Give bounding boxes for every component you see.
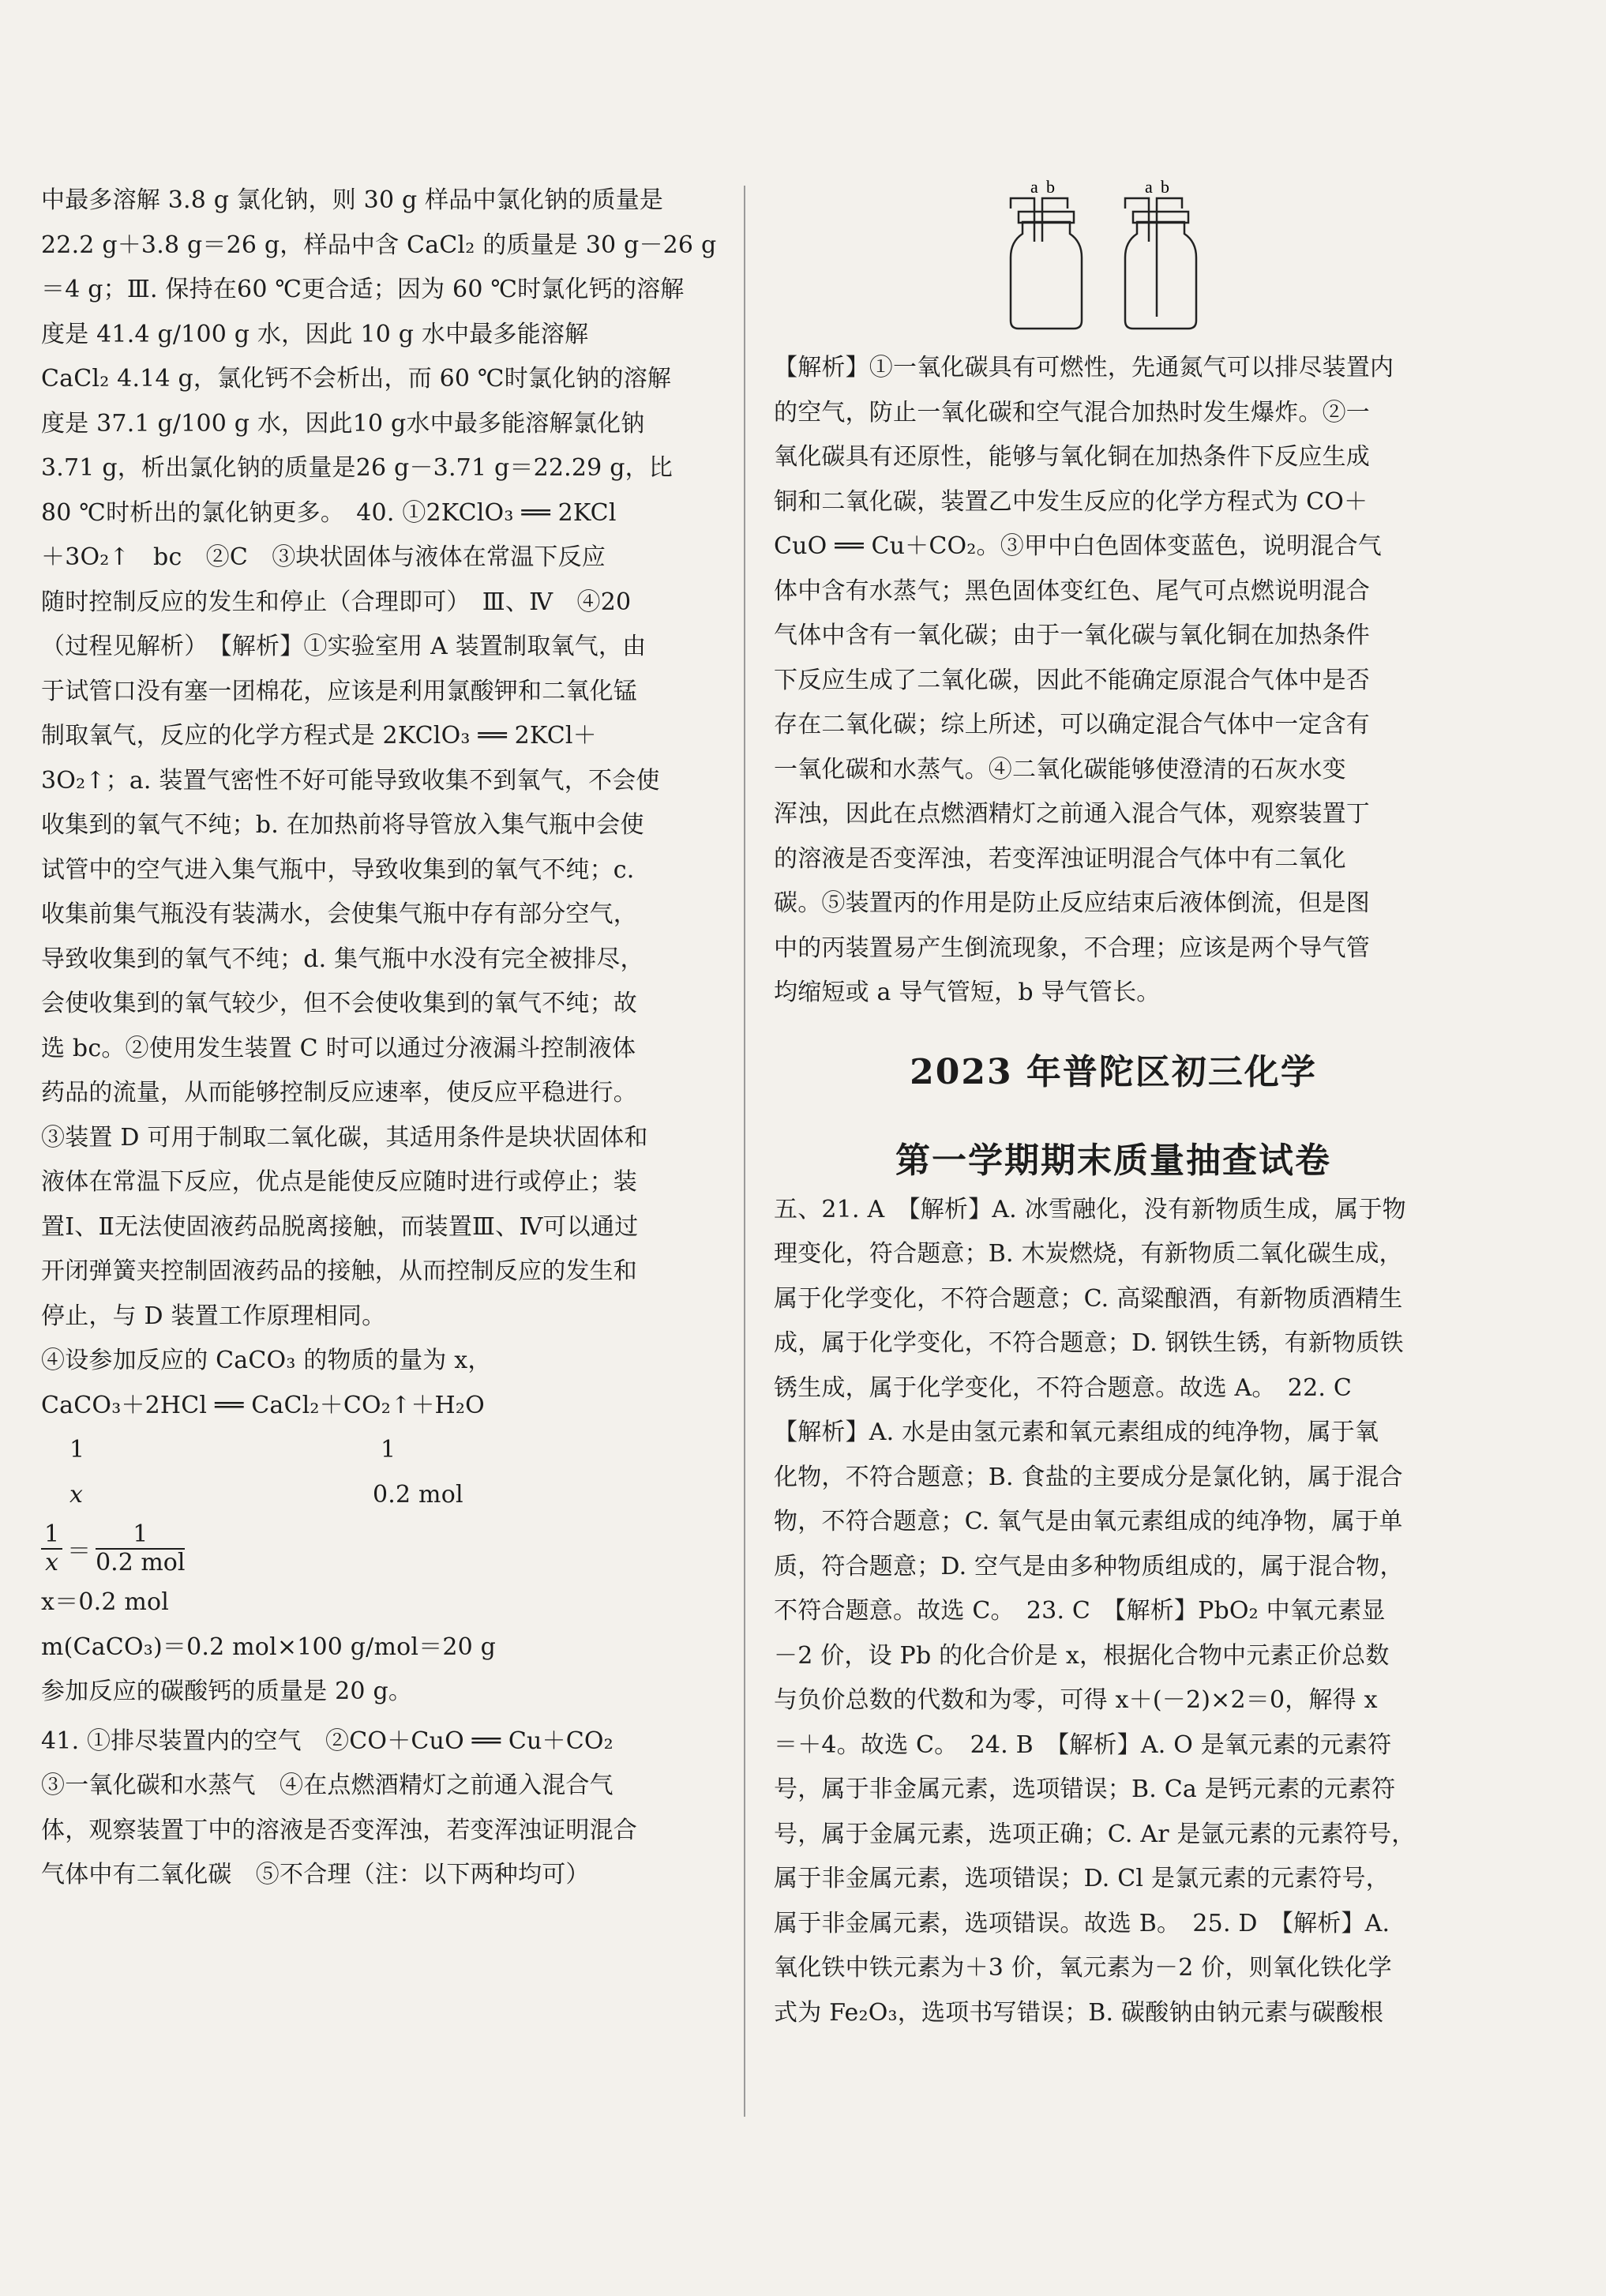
left-text-line-6: 度是 37.1 g/100 g 水，因此10 g水中最多能溶解氯化钠 bbox=[41, 409, 645, 438]
left-text-line-26: 停止，与 D 装置工作原理相同。 bbox=[41, 1302, 386, 1330]
answer-line-15: 号，属于金属元素，选项正确；C. Ar 是氩元素的元素符号， bbox=[774, 1820, 1416, 1848]
left-text-line-21: 药品的流量，从而能够控制反应速率，使反应平稳进行。 bbox=[41, 1079, 637, 1107]
answer-line-4: 成，属于化学变化，不符合题意；D. 钢铁生锈，有新物质铁 bbox=[774, 1329, 1404, 1357]
bottle-2 bbox=[1125, 198, 1196, 329]
gas-bottle-apparatus bbox=[774, 178, 1453, 336]
calc-row1-left: 1 bbox=[69, 1436, 85, 1464]
bottle-1-label-b: b bbox=[1046, 178, 1055, 197]
left-text-line-23: 液体在常温下反应，优点是能使反应随时进行或停止；装 bbox=[41, 1168, 637, 1196]
left-text-line-24: 置Ⅰ、Ⅱ无法使固液药品脱离接触，而装置Ⅲ、Ⅳ可以通过 bbox=[41, 1212, 639, 1241]
bottle-2-label-a: a bbox=[1145, 178, 1153, 197]
calc-row2-right: 0.2 mol bbox=[373, 1480, 463, 1509]
q41-analysis-line-5: CuO ══ Cu＋CO₂。③甲中白色固体变蓝色，说明混合气 bbox=[774, 532, 1382, 560]
answer-line-16: 属于非金属元素，选项错误；D. Cl 是氯元素的元素符号， bbox=[774, 1865, 1390, 1892]
bottle-2-label-b: b bbox=[1161, 178, 1169, 197]
answer-line-17: 属于非金属元素，选项错误。故选 B。 25. D 【解析】A. bbox=[774, 1909, 1390, 1937]
q41-analysis-line-11: 浑浊，因此在点燃酒精灯之前通入混合气体，观察装置丁 bbox=[774, 800, 1370, 828]
left-text-line-19: 会使收集到的氧气较少，但不会使收集到的氧气不纯；故 bbox=[41, 990, 637, 1017]
answer-line-12: 与负价总数的代数和为零，可得 x＋(－2)×2＝0，解得 x bbox=[774, 1686, 1378, 1714]
fraction-left-numerator: 1 bbox=[41, 1521, 62, 1550]
left-text-line-2: 22.2 g＋3.8 g＝26 g，样品中含 CaCl₂ 的质量是 30 g－26 g bbox=[41, 231, 717, 259]
exam-title-line-2: 第一学期期末质量抽查试卷 bbox=[895, 1140, 1331, 1181]
q41-answer-line-4: 气体中有二氧化碳 ⑤不合理（注：以下两种均可） bbox=[41, 1861, 590, 1888]
q41-analysis-line-8: 下反应生成了二氧化碳，因此不能确定原混合气体中是否 bbox=[774, 666, 1370, 694]
answer-line-5: 锈生成，属于化学变化，不符合题意。故选 A。 22. C bbox=[774, 1373, 1353, 1402]
answer-line-1: 五、21. A 【解析】A. 冰雪融化，没有新物质生成，属于物 bbox=[774, 1195, 1406, 1223]
answer-line-7: 化物，不符合题意；B. 食盐的主要成分是氯化钠，属于混合 bbox=[774, 1463, 1403, 1491]
q41-analysis-line-4: 铜和二氧化碳，装置乙中发生反应的化学方程式为 CO＋ bbox=[774, 487, 1368, 516]
left-column bbox=[41, 178, 717, 1898]
question-41-analysis bbox=[774, 346, 1453, 1016]
calculation-block bbox=[41, 1428, 708, 1715]
left-text-block bbox=[41, 178, 717, 1428]
left-text-line-25: 开闭弹簧夹控制固液药品的接触，从而控制反应的发生和 bbox=[41, 1257, 637, 1285]
answer-line-3: 属于化学变化，不符合题意；C. 高粱酿酒，有新物质酒精生 bbox=[774, 1284, 1403, 1313]
left-text-line-3: ＝4 g；Ⅲ. 保持在60 ℃更合适；因为 60 ℃时氯化钙的溶解 bbox=[41, 276, 685, 303]
exam-title-line-1: 2023 年普陀区初三化学 bbox=[910, 1051, 1317, 1092]
calc-result-text: 参加反应的碳酸钙的质量是 20 g。 bbox=[41, 1678, 413, 1705]
bottle-1 bbox=[1011, 198, 1082, 329]
bottle-1-label-a: a bbox=[1030, 178, 1038, 197]
fraction-right-numerator: 1 bbox=[96, 1521, 185, 1550]
q41-analysis-line-1: 【解析】①一氧化碳具有可燃性，先通氮气可以排尽装置内 bbox=[774, 354, 1394, 381]
calc-row-2 bbox=[41, 1473, 708, 1518]
q41-analysis-line-10: 一氧化碳和水蒸气。④二氧化碳能够使澄清的石灰水变 bbox=[774, 755, 1346, 783]
proportion-equation bbox=[41, 1517, 708, 1580]
answer-line-6: 【解析】A. 水是由氢元素和氧元素组成的纯净物，属于氧 bbox=[774, 1419, 1379, 1446]
left-text-line-4: 度是 41.4 g/100 g 水，因此 10 g 水中最多能溶解 bbox=[41, 320, 589, 348]
answer-line-19: 式为 Fe₂O₃，选项书写错误；B. 碳酸钠由钠元素与碳酸根 bbox=[774, 1998, 1384, 2027]
left-text-line-5: CaCl₂ 4.14 g，氯化钙不会析出，而 60 ℃时氯化钠的溶解 bbox=[41, 365, 672, 393]
calc-result-mass: m(CaCO₃)＝0.2 mol×100 g/mol＝20 g bbox=[41, 1633, 497, 1661]
fraction-equals: ＝ bbox=[67, 1538, 92, 1565]
left-text-line-11: （过程见解析） 【解析】①实验室用 A 装置制取氧气，由 bbox=[41, 633, 647, 660]
answer-line-13: ＝＋4。故选 C。 24. B 【解析】A. O 是氧元素的元素符 bbox=[774, 1730, 1392, 1759]
left-text-line-16: 试管中的空气进入集气瓶中，导致收集到的氧气不纯；c. bbox=[41, 855, 635, 884]
left-text-line-8: 80 ℃时析出的氯化钠更多。 40. ①2KClO₃ ══ 2KCl bbox=[41, 498, 617, 527]
answer-line-18: 氧化铁中铁元素为＋3 价，氧元素为－2 价，则氧化铁化学 bbox=[774, 1954, 1392, 1982]
calc-result-x: x＝0.2 mol bbox=[41, 1588, 170, 1616]
left-text-line-9: ＋3O₂↑ bc ②C ③块状固体与液体在常温下反应 bbox=[41, 543, 606, 571]
calc-row1-right: 1 bbox=[381, 1436, 396, 1464]
q41-analysis-line-9: 存在二氧化碳；综上所述，可以确定混合气体中一定含有 bbox=[774, 711, 1370, 738]
answer-line-10: 不符合题意。故选 C。 23. C 【解析】PbO₂ 中氧元素显 bbox=[774, 1597, 1386, 1625]
answer-line-14: 号，属于非金属元素，选项错误；B. Ca 是钙元素的元素符 bbox=[774, 1776, 1396, 1803]
q41-analysis-line-2: 的空气，防止一氧化碳和空气混合加热时发生爆炸。②一 bbox=[774, 398, 1370, 427]
q41-analysis-line-7: 气体中含有一氧化碳；由于一氧化碳与氧化铜在加热条件 bbox=[774, 622, 1370, 649]
q41-analysis-line-13: 碳。⑤装置丙的作用是防止反应结束后液体倒流，但是图 bbox=[774, 889, 1370, 917]
left-text-line-14: 3O₂↑；a. 装置气密性不好可能导致收集不到氧气，不会使 bbox=[41, 766, 660, 795]
answer-line-9: 质，符合题意；D. 空气是由多种物质组成的，属于混合物， bbox=[774, 1552, 1404, 1580]
q41-analysis-line-12: 的溶液是否变浑浊，若变浑浊证明混合气体中有二氧化 bbox=[774, 844, 1346, 873]
question-41-answer bbox=[41, 1719, 708, 1898]
q41-answer-line-2: ③一氧化碳和水蒸气 ④在点燃酒精灯之前通入混合气 bbox=[41, 1772, 614, 1799]
left-text-line-27: ④设参加反应的 CaCO₃ 的物质的量为 x， bbox=[41, 1347, 492, 1374]
q41-analysis-line-15: 均缩短或 a 导气管短，b 导气管长。 bbox=[774, 979, 1161, 1006]
q41-answer-line-3: 体，观察装置丁中的溶液是否变浑浊，若变浑浊证明混合 bbox=[41, 1816, 637, 1844]
exam-answers-block bbox=[774, 1188, 1453, 2036]
column-divider bbox=[744, 186, 745, 2117]
calc-row2-left: x bbox=[69, 1480, 84, 1509]
q41-answer-line-1: 41. ①排尽装置内的空气 ②CO＋CuO ══ Cu＋CO₂ bbox=[41, 1727, 614, 1755]
fraction-left bbox=[41, 1521, 62, 1576]
apparatus-figure bbox=[774, 178, 1453, 336]
left-text-line-12: 于试管口没有塞一团棉花，应该是利用氯酸钾和二氧化锰 bbox=[41, 677, 637, 705]
right-column bbox=[774, 178, 1453, 2035]
left-text-line-15: 收集到的氧气不纯；b. 在加热前将导管放入集气瓶中会使 bbox=[41, 811, 644, 839]
left-text-line-17: 收集前集气瓶没有装满水，会使集气瓶中存有部分空气， bbox=[41, 900, 637, 928]
left-text-line-10: 随时控制反应的发生和停止（合理即可） Ⅲ、Ⅳ ④20 bbox=[41, 588, 632, 616]
fraction-right-denominator: 0.2 mol bbox=[96, 1549, 186, 1576]
q41-analysis-line-3: 氧化碳具有还原性，能够与氧化铜在加热条件下反应生成 bbox=[774, 443, 1370, 471]
q41-analysis-line-6: 体中含有水蒸气；黑色固体变红色、尾气可点燃说明混合 bbox=[774, 577, 1370, 605]
left-text-line-1: 中最多溶解 3.8 g 氯化钠，则 30 g 样品中氯化钠的质量是 bbox=[41, 186, 664, 214]
left-text-line-28: CaCO₃＋2HCl ══ CaCl₂＋CO₂↑＋H₂O bbox=[41, 1391, 485, 1419]
fraction-right bbox=[96, 1521, 185, 1576]
q41-analysis-line-14: 中的丙装置易产生倒流现象，不合理；应该是两个导气管 bbox=[774, 934, 1370, 962]
left-text-line-20: 选 bc。②使用发生装置 C 时可以通过分液漏斗控制液体 bbox=[41, 1034, 636, 1062]
left-text-line-7: 3.71 g，析出氯化钠的质量是26 g－3.71 g＝22.29 g，比 bbox=[41, 454, 674, 482]
left-text-line-22: ③装置 D 可用于制取二氧化碳，其适用条件是块状固体和 bbox=[41, 1123, 648, 1152]
fraction-left-denominator: x bbox=[45, 1549, 58, 1576]
answer-line-11: －2 价，设 Pb 的化合价是 x，根据化合物中元素正价总数 bbox=[774, 1641, 1390, 1670]
left-text-line-18: 导致收集到的氧气不纯；d. 集气瓶中水没有完全被排尽， bbox=[41, 945, 644, 973]
calc-row-1 bbox=[41, 1428, 708, 1473]
left-text-line-13: 制取氧气，反应的化学方程式是 2KClO₃ ══ 2KCl＋ bbox=[41, 722, 597, 750]
answer-line-8: 物，不符合题意；C. 氧气是由氧元素组成的纯净物，属于单 bbox=[774, 1508, 1403, 1535]
answer-line-2: 理变化，符合题意；B. 木炭燃烧，有新物质二氧化碳生成， bbox=[774, 1240, 1403, 1268]
